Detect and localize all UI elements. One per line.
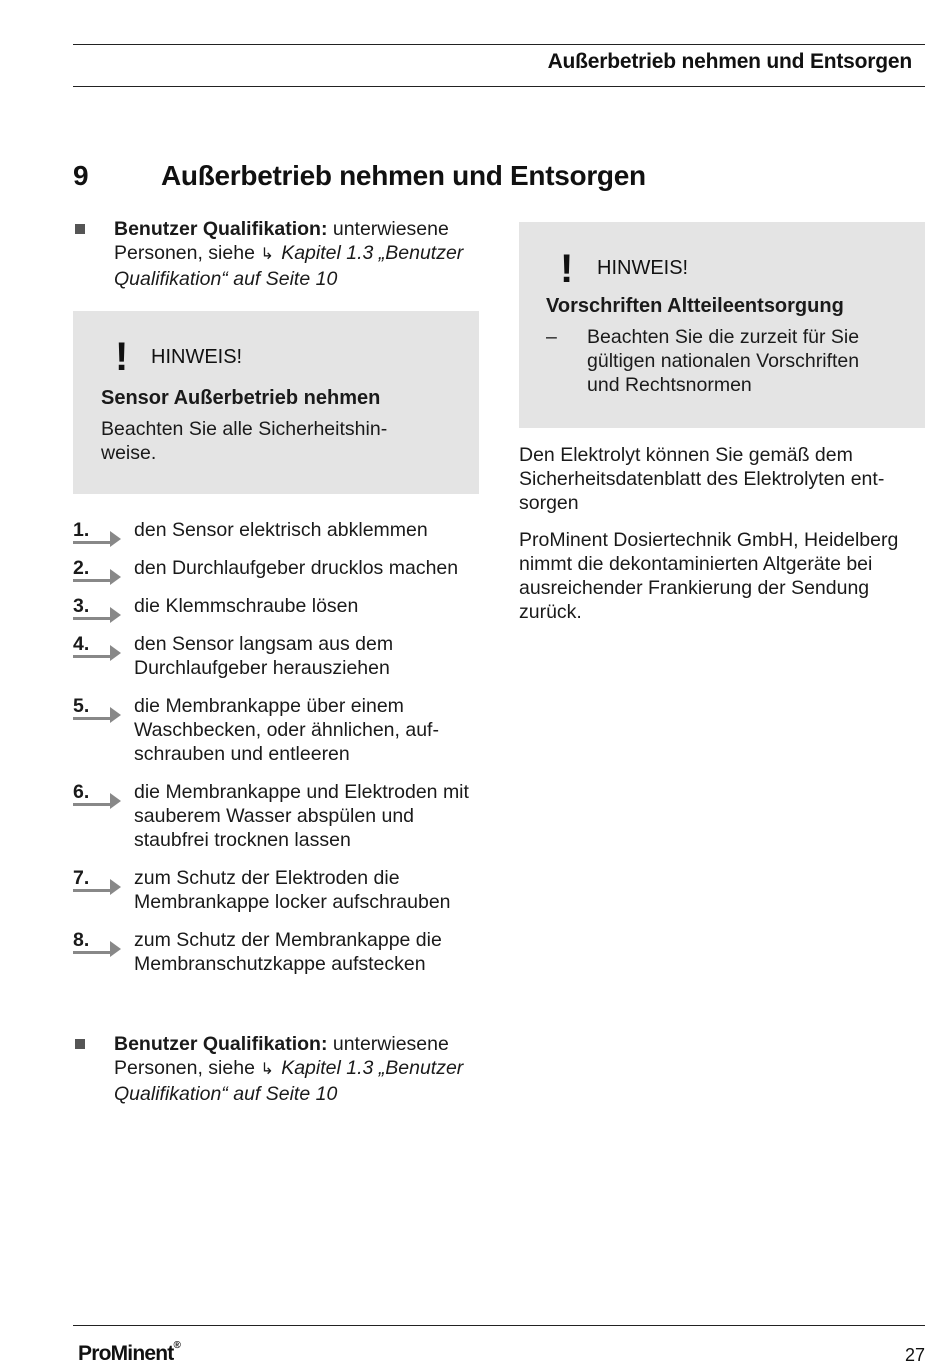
step-underline	[73, 655, 113, 658]
chapter-number: 9	[73, 160, 89, 191]
step-text: die Membrankappe über einem Waschbecken, oder ähnlichen, aufschrauben und entleeren	[134, 695, 439, 765]
step-item	[73, 518, 479, 542]
cross-reference-arrow-icon: ↳	[260, 246, 274, 263]
bullet-square-icon	[75, 224, 85, 234]
step-item	[73, 866, 479, 914]
step-arrow-icon	[110, 879, 121, 895]
step-item	[73, 694, 479, 766]
notice-title: Sensor Außerbetrieb nehmen	[101, 387, 381, 409]
chapter-title: Außerbetrieb nehmen und Entsorgen	[161, 160, 646, 191]
step-underline	[73, 803, 113, 806]
notice-item-text: Beachten Sie die zurzeit für Sie gültigen nationalen Vorschriften und Rechtsnormen	[587, 326, 860, 396]
user-qualification	[73, 217, 479, 291]
step-text: die Klemmschraube lösen	[134, 595, 359, 617]
step-item	[73, 632, 479, 680]
step-number: 4.	[73, 633, 90, 655]
step-arrow-icon	[110, 941, 121, 957]
step-text: zum Schutz der Elektroden die Membrankappe locker aufschrauben	[134, 867, 451, 913]
step-item	[73, 780, 479, 852]
header-rule-top	[73, 44, 925, 45]
notice-header	[101, 335, 451, 379]
step-underline	[73, 617, 113, 620]
qualification-label: Benutzer Qualifikation:	[114, 1033, 328, 1055]
step-text: zum Schutz der Membrankappe die Membranschutzkappe aufstecken	[134, 929, 442, 975]
registered-mark: ®	[173, 1340, 181, 1351]
qualification-link[interactable]: Kapitel 1.3 „Benutzer Qualifikation“ auf Seite 10	[114, 242, 464, 290]
step-underline	[73, 951, 113, 954]
right-column	[519, 222, 925, 624]
page-number: 27	[904, 1345, 925, 1365]
step-item	[73, 928, 479, 976]
step-arrow-icon	[110, 569, 121, 585]
step-list	[73, 518, 479, 976]
qualification-text: unterwiesene Personen, siehe	[114, 1033, 449, 1079]
step-number: 6.	[73, 781, 90, 803]
step-text: den Sensor langsam aus dem Durchlaufgeber herausziehen	[134, 633, 394, 679]
qualification-label: Benutzer Qualifikation:	[114, 218, 328, 240]
left-column	[73, 217, 479, 1106]
step-text: die Membrankappe und Elektroden mit sauberem Wasser abspülen und staubfrei trocknen lassen	[134, 781, 469, 851]
prominent-logo	[78, 1342, 180, 1366]
notice-box-sensor	[73, 311, 479, 494]
step-underline	[73, 541, 113, 544]
header-rule-bottom	[73, 86, 925, 87]
step-number: 8.	[73, 929, 90, 951]
step-text: den Durchlaufgeber drucklos machen	[134, 557, 459, 579]
step-arrow-icon	[110, 645, 121, 661]
step-arrow-icon	[110, 531, 121, 547]
notice-list-item	[546, 325, 897, 397]
cross-reference-arrow-icon: ↳	[260, 1061, 274, 1078]
step-arrow-icon	[110, 793, 121, 809]
return-paragraph: ProMinent Dosiertechnik GmbH, Heidelberg nimmt die dekontaminierten Altgeräte bei ausreichender Frankierung der Sendung zurück.	[519, 529, 899, 623]
running-header-title: Außerbetrieb nehmen und Entsorgen	[547, 50, 912, 73]
step-underline	[73, 889, 113, 892]
step-underline	[73, 579, 113, 582]
qualification-text: unterwiesene Personen, siehe	[114, 218, 449, 264]
step-number: 3.	[73, 595, 90, 617]
qualification-link[interactable]: Kapitel 1.3 „Benutzer Qualifikation“ auf Seite 10	[114, 1057, 464, 1105]
dash-bullet: –	[546, 326, 557, 348]
logo-text: ProMinent	[78, 1342, 174, 1365]
footer-rule	[73, 1325, 925, 1326]
step-item	[73, 594, 479, 618]
step-arrow-icon	[110, 707, 121, 723]
step-text: den Sensor elektrisch abklemmen	[134, 519, 428, 541]
exclamation-icon: !	[560, 247, 574, 291]
step-number: 1.	[73, 519, 90, 541]
step-arrow-icon	[110, 607, 121, 623]
notice-title: Vorschriften Altteileentsorgung	[546, 295, 844, 317]
step-number: 5.	[73, 695, 90, 717]
notice-heading: HINWEIS!	[151, 346, 243, 368]
notice-heading: HINWEIS!	[597, 257, 689, 279]
step-number: 7.	[73, 867, 90, 889]
user-qualification-2	[73, 1032, 479, 1106]
exclamation-icon: !	[115, 335, 129, 379]
notice-body: Beachten Sie alle Sicherheitshinweise.	[101, 418, 388, 464]
step-number: 2.	[73, 557, 90, 579]
notice-box-disposal	[519, 222, 925, 428]
notice-header	[546, 247, 897, 292]
step-underline	[73, 717, 113, 720]
bullet-square-icon	[75, 1039, 85, 1049]
electrolyte-paragraph: Den Elektrolyt können Sie gemäß dem Sicherheitsdatenblatt des Elektrolyten entsorgen	[519, 444, 885, 514]
step-item	[73, 556, 479, 580]
